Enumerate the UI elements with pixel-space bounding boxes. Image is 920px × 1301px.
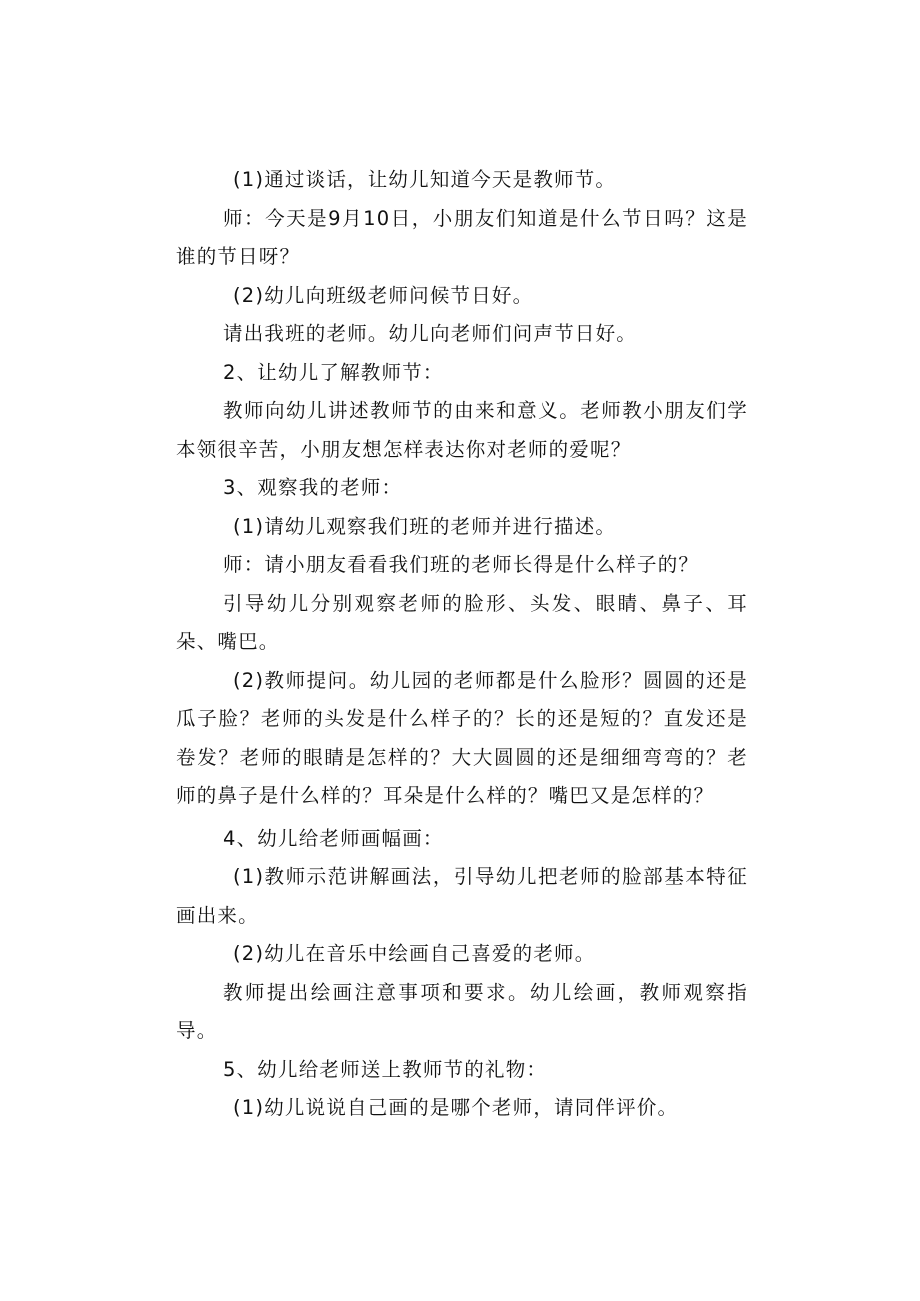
section-heading: 3、观察我的老师： [223,476,403,499]
paragraph: 请出我班的老师。幼儿向老师们问声节日好。 [223,322,638,345]
paragraph: (2)教师提问。幼儿园的老师都是什么脸形？圆圆的还是瓜子脸？老师的头发是什么样子的？长的还是短的？直发还是卷发？老师的眼睛是怎样的？大大圆圆的还是细细弯弯的？老师的鼻子是什么样的？耳朵是什么样的？嘴巴又是怎样的？ [176,668,748,807]
paragraph: 师：请小朋友看看我们班的老师长得是什么样子的？ [223,553,700,576]
section-heading: 5、幼儿给老师送上教师节的礼物： [223,1057,548,1081]
paragraph: (1)请幼儿观察我们班的老师并进行描述。 [233,514,617,538]
paragraph: (2)幼儿在音乐中绘画自己喜爱的老师。 [233,942,596,965]
paragraph: (1)幼儿说说自己画的是哪个老师，请同伴评价。 [233,1096,679,1119]
paragraph: (1)通过谈话，让幼儿知道今天是教师节。 [233,168,617,191]
paragraph: 引导幼儿分别观察老师的脸形、头发、眼睛、鼻子、耳朵、嘴巴。 [176,591,748,653]
section-heading: 2、让幼儿了解教师节： [223,360,444,384]
paragraph: 教师提出绘画注意事项和要求。幼儿绘画，教师观察指导。 [176,980,748,1042]
section-heading: 4、幼儿给老师画幅画： [223,826,444,850]
paragraph: 教师向幼儿讲述教师节的由来和意义。老师教小朋友们学本领很辛苦，小朋友想怎样表达你对老师的爱呢？ [176,399,748,461]
document-body [176,161,748,1128]
paragraph: (1)教师示范讲解画法，引导幼儿把老师的脸部基本特征画出来。 [176,865,748,927]
paragraph: 师：今天是9月10日，小朋友们知道是什么节日吗？这是谁的节日呀？ [176,206,748,268]
paragraph: (2)幼儿向班级老师问候节日好。 [233,283,534,307]
